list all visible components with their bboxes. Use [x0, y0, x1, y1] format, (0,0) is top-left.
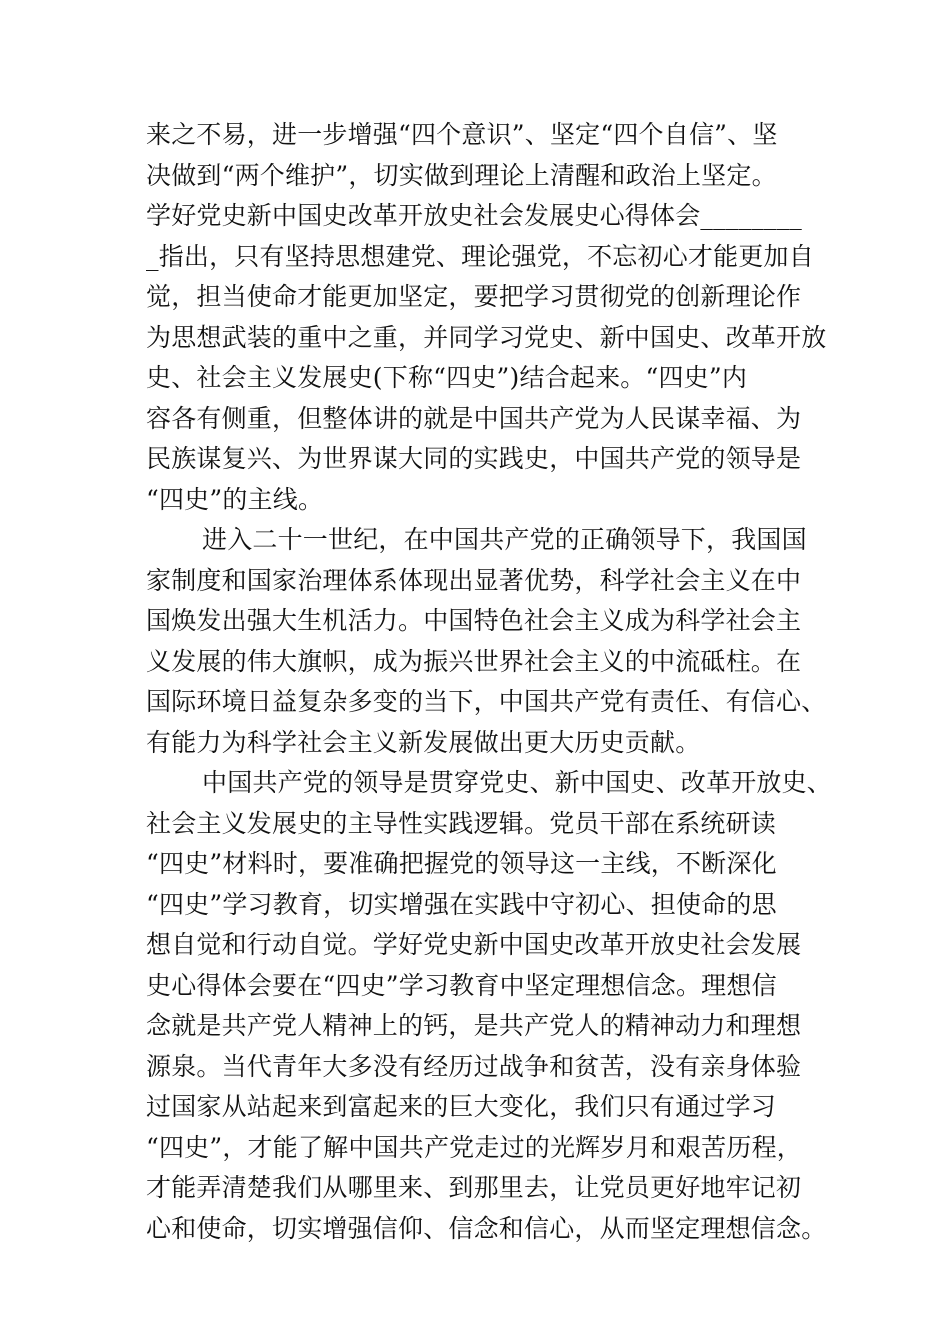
- body-text: [146, 115, 833, 1249]
- text-line: 民族谋复兴、为世界谋大同的实践史，中国共产党的领导是: [146, 444, 802, 473]
- text-line: “四史”材料时，要准确把握党的领导这一主线，不断深化: [146, 849, 777, 878]
- text-line: 念就是共产党人精神上的钙，是共产党人的精神动力和理想: [146, 1011, 802, 1040]
- text-line: 为思想武装的重中之重，并同学习党史、新中国史、改革开放: [146, 322, 827, 352]
- text-line: 国焕发出强大生机活力。中国特色社会主义成为科学社会主: [146, 606, 802, 635]
- text-line: 源泉。当代青年大多没有经历过战争和贫苦，没有亲身体验: [146, 1051, 802, 1081]
- text-line: 家制度和国家治理体系体现出显著优势，科学社会主义在中: [146, 565, 802, 595]
- paragraph-start-line: 中国共产党的领导是贯穿党史、新中国史、改革开放史、: [202, 768, 833, 797]
- text-line: 心和使命，切实增强信仰、信念和信心，从而坚定理想信念。: [146, 1213, 827, 1243]
- text-line: 国际环境日益复杂多变的当下，中国共产党有责任、有信心、: [146, 687, 827, 716]
- text-line: 决做到“两个维护”，切实做到理论上清醒和政治上坚定。: [146, 160, 777, 190]
- text-line: “四史”学习教育，切实增强在实践中守初心、担使命的思: [146, 889, 777, 919]
- text-line: “四史”的主线。: [146, 484, 324, 514]
- paragraph-start-line: 进入二十一世纪，在中国共产党的正确领导下，我国国: [202, 525, 807, 554]
- text-line: _指出，只有坚持思想建党、理论强党，不忘初心才能更加自: [146, 241, 814, 271]
- text-line: 容各有侧重，但整体讲的就是中国共产党为人民谋幸福、为: [146, 403, 802, 433]
- text-line: 才能弄清楚我们从哪里来、到那里去，让党员更好地牢记初: [146, 1173, 802, 1202]
- text-line: 来之不易，进一步增强“四个意识”、坚定“四个自信”、坚: [146, 120, 778, 149]
- text-line: 义发展的伟大旗帜，成为振兴世界社会主义的中流砥柱。在: [146, 646, 802, 676]
- text-line: 觉，担当使命才能更加坚定，要把学习贯彻党的创新理论作: [146, 282, 802, 311]
- text-line: 有能力为科学社会主义新发展做出更大历史贡献。: [146, 727, 701, 757]
- text-line: 想自觉和行动自觉。学好党史新中国史改革开放史社会发展: [146, 930, 802, 959]
- text-line: 史、社会主义发展史(下称“四史”)结合起来。“四史”内: [146, 363, 748, 392]
- text-line: 社会主义发展史的主导性实践逻辑。党员干部在系统研读: [146, 808, 777, 838]
- text-line: 过国家从站起来到富起来的巨大变化，我们只有通过学习: [146, 1092, 777, 1121]
- text-line: “四史”，才能了解中国共产党走过的光辉岁月和艰苦历程，: [146, 1132, 802, 1162]
- text-line: 学好党史新中国史改革开放史社会发展史心得体会________: [146, 201, 803, 230]
- text-line: 史心得体会要在“四史”学习教育中坚定理想信念。理想信: [146, 970, 777, 1000]
